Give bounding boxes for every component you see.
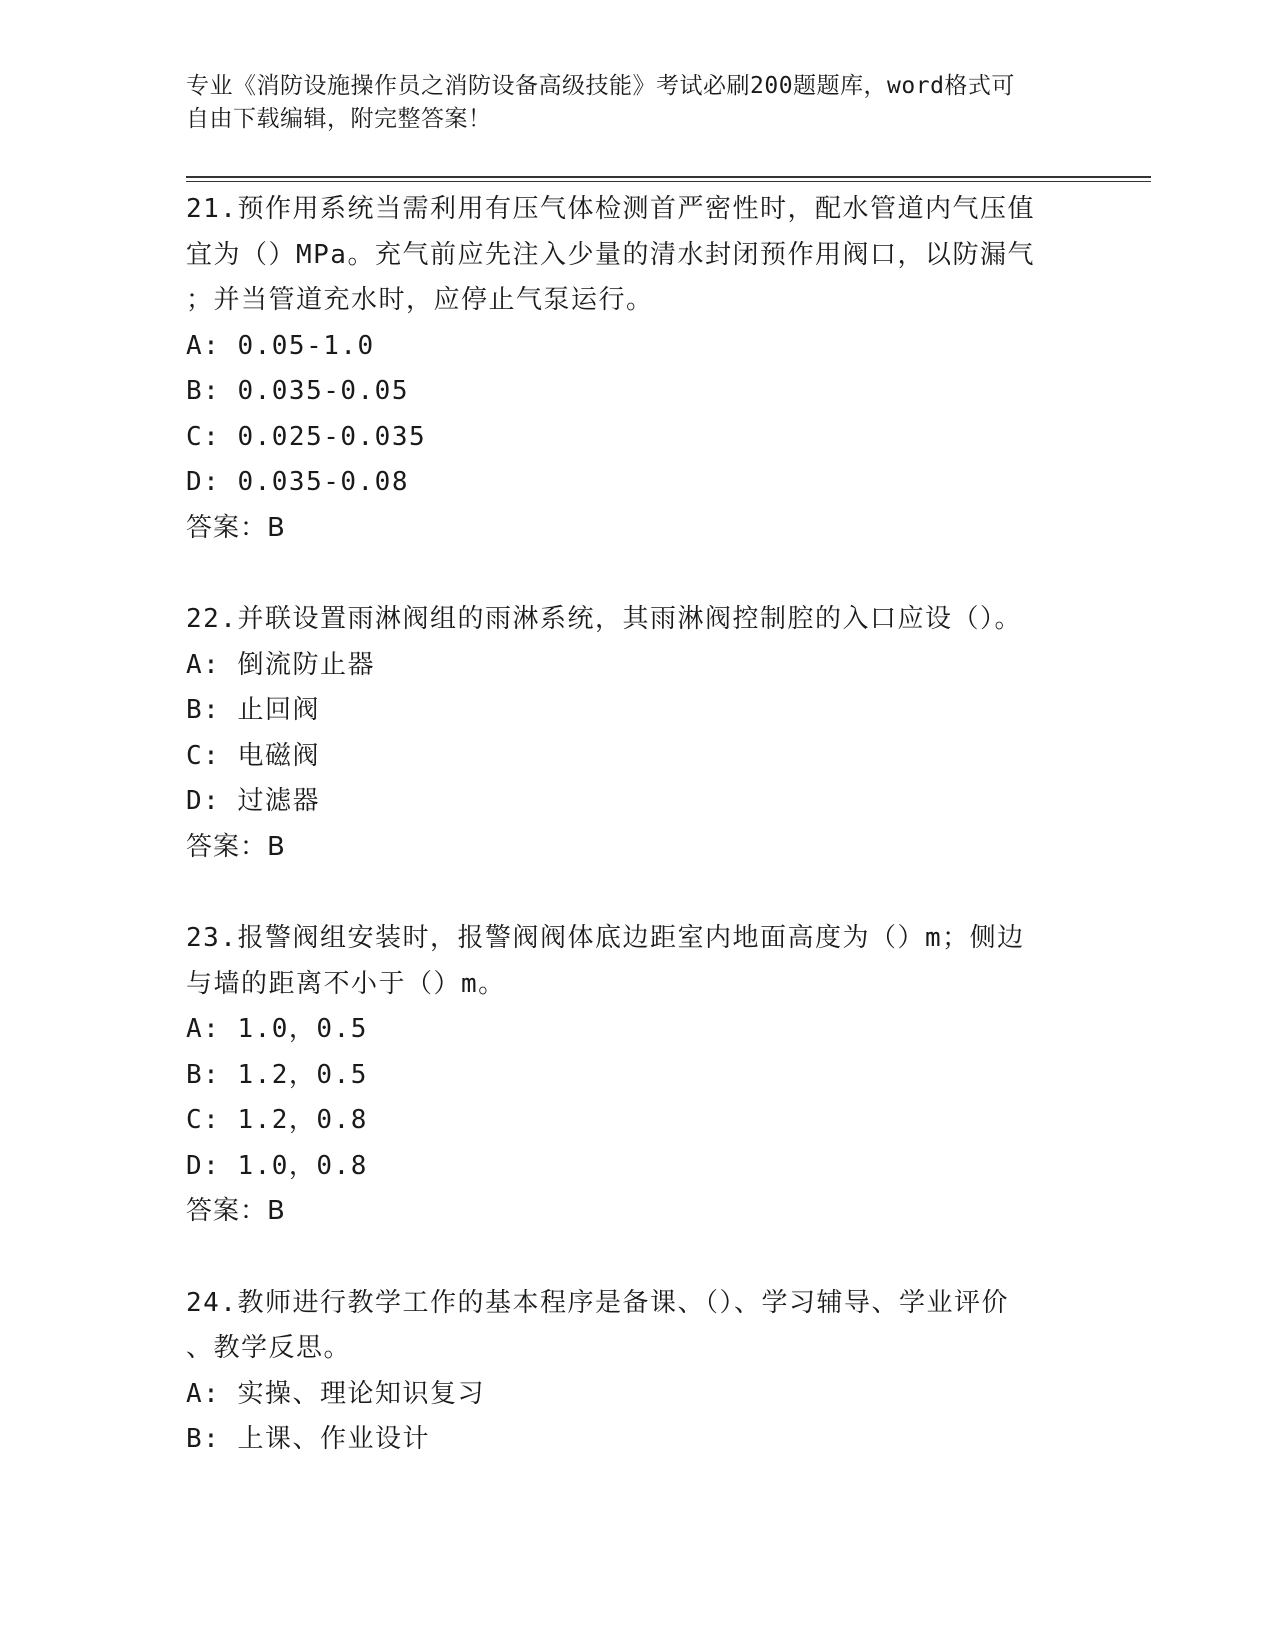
question-stem-line: 21.预作用系统当需利用有压气体检测首严密性时，配水管道内气压值 bbox=[186, 194, 1035, 224]
header-line-2: 自由下载编辑，附完整答案！ bbox=[186, 106, 492, 132]
question-22 bbox=[186, 597, 1146, 870]
question-list bbox=[186, 187, 1146, 1463]
question-stem-line: 22.并联设置雨淋阀组的雨淋系统，其雨淋阀控制腔的入口应设（）。 bbox=[186, 604, 1022, 634]
option-b: B: 止回阀 bbox=[186, 695, 320, 725]
option-b: B: 0.035-0.05 bbox=[186, 376, 409, 406]
option-a: A: 0.05-1.0 bbox=[186, 330, 375, 361]
question-stem-line: 与墙的距离不小于（）m。 bbox=[186, 968, 506, 999]
option-a: A: 1.0，0.5 bbox=[186, 1014, 368, 1044]
header-divider-thick bbox=[186, 176, 1151, 178]
document-header bbox=[186, 70, 1086, 136]
option-c: C: 电磁阀 bbox=[186, 740, 320, 771]
option-d: D: 0.035-0.08 bbox=[186, 467, 409, 497]
question-21 bbox=[186, 187, 1146, 551]
option-a: A: 倒流防止器 bbox=[186, 649, 375, 680]
answer-line: 答案：B bbox=[186, 512, 286, 543]
question-stem-line: 宜为（）MPa。充气前应先注入少量的清水封闭预作用阀口，以防漏气 bbox=[186, 239, 1035, 270]
answer-line: 答案：B bbox=[186, 831, 286, 862]
answer-line: 答案：B bbox=[186, 1196, 286, 1226]
option-b: B: 上课、作业设计 bbox=[186, 1424, 430, 1454]
question-23 bbox=[186, 916, 1146, 1235]
question-stem-line: 24.教师进行教学工作的基本程序是备课、（）、学习辅导、学业评价 bbox=[186, 1287, 1009, 1318]
question-stem-line: 、教学反思。 bbox=[186, 1333, 352, 1363]
option-d: D: 1.0，0.8 bbox=[186, 1150, 368, 1181]
option-c: C: 0.025-0.035 bbox=[186, 421, 427, 452]
option-c: C: 1.2，0.8 bbox=[186, 1105, 368, 1135]
option-d: D: 过滤器 bbox=[186, 786, 320, 816]
header-line-1: 专业《消防设施操作员之消防设备高级技能》考试必刷200题题库，word格式可 bbox=[186, 73, 1015, 99]
header-divider-thin bbox=[186, 181, 1151, 182]
option-b: B: 1.2，0.5 bbox=[186, 1059, 368, 1090]
question-24 bbox=[186, 1281, 1146, 1463]
option-a: A: 实操、理论知识复习 bbox=[186, 1378, 485, 1409]
question-stem-line: ；并当管道充水时，应停止气泵运行。 bbox=[186, 285, 654, 315]
question-stem-line: 23.报警阀组安装时，报警阀阀体底边距室内地面高度为（）m；侧边 bbox=[186, 923, 1025, 953]
